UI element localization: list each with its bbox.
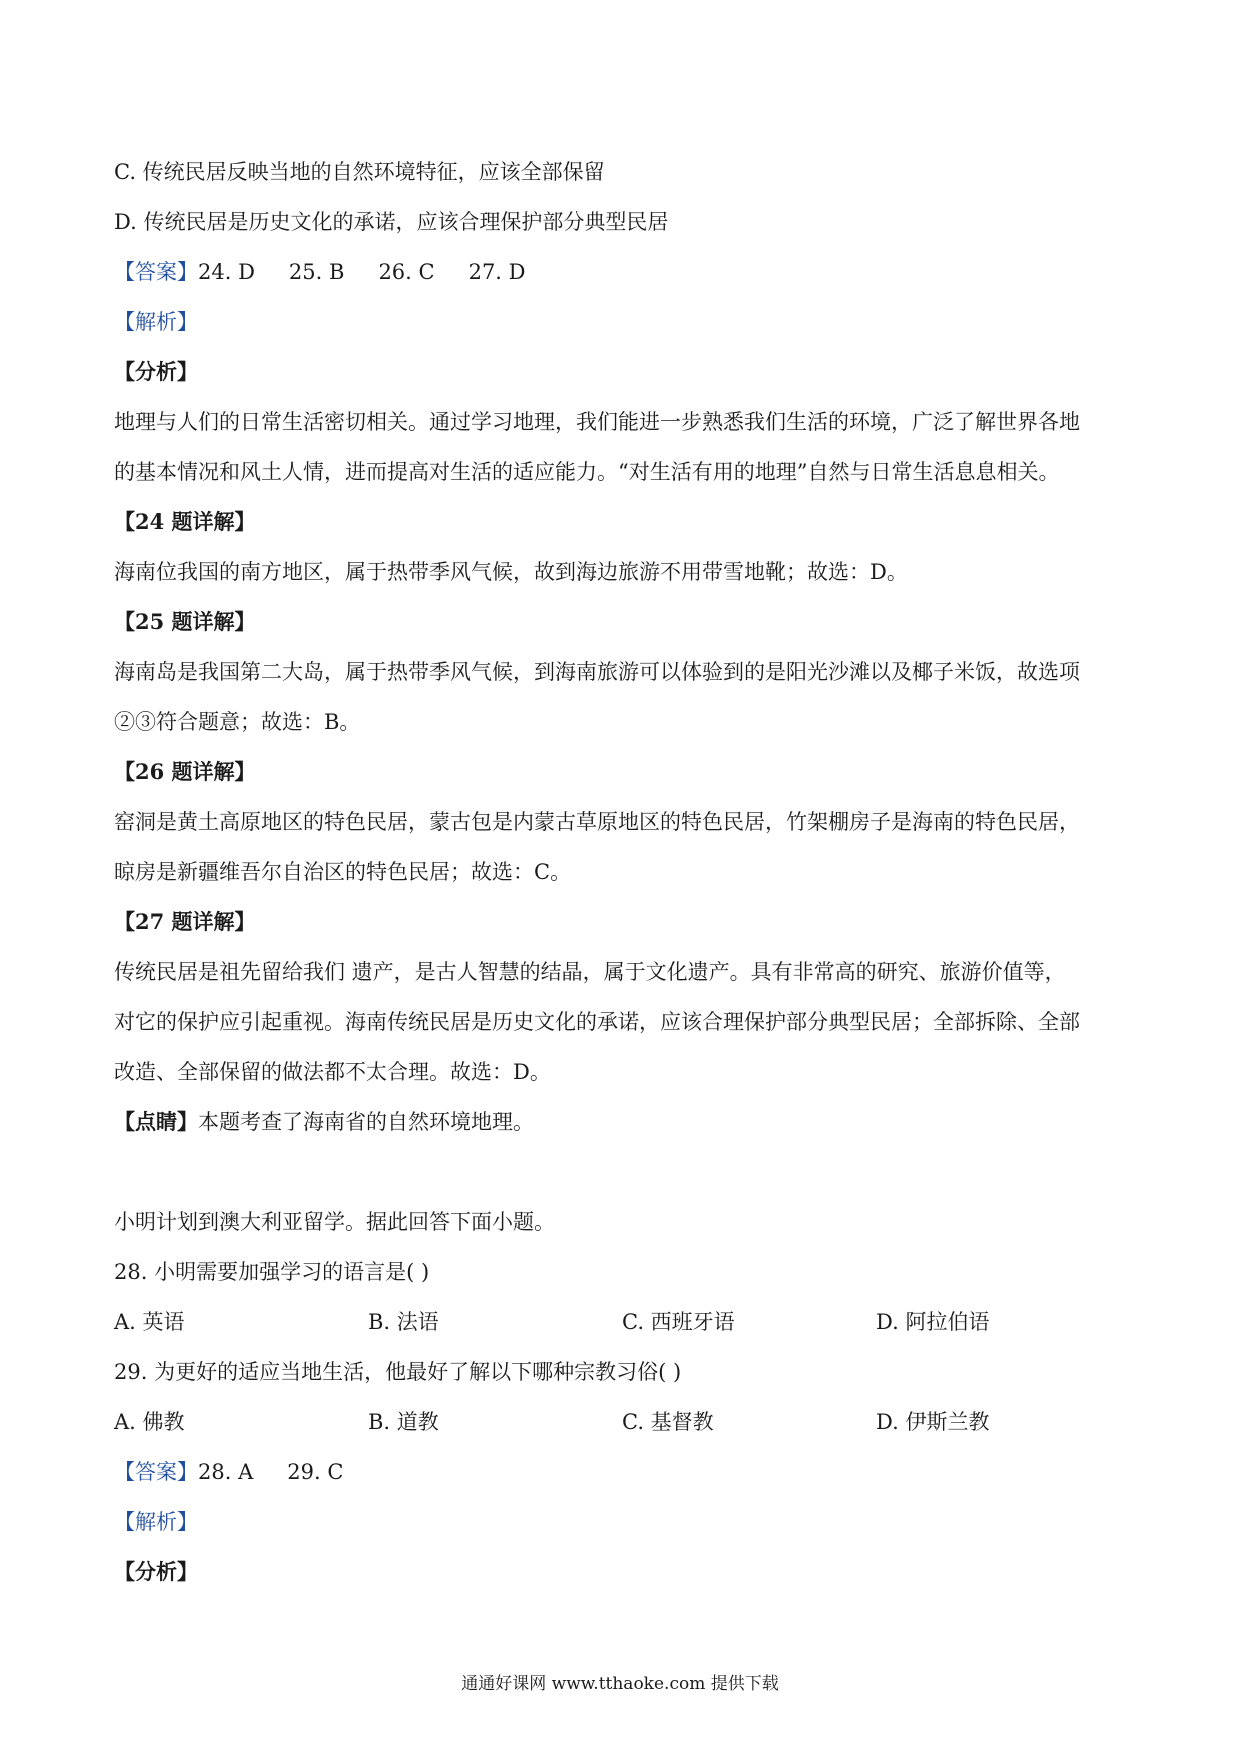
dianjing-label: 【点睛】 [114,1109,198,1134]
q29-option-b: B. 道教 [368,1410,439,1434]
question-29: 29. 为更好的适应当地生活，他最好了解以下哪种宗教习俗( ) [114,1360,682,1384]
answer-26: 26. C [378,260,435,284]
dianjing-text: 本题考查了海南省的自然环境地理。 [198,1110,534,1134]
option-d: D. 传统民居是历史文化的承诺，应该合理保护部分典型民居 [114,210,669,234]
q25-label: 【25 题详解】 [114,609,256,634]
q28-option-c: C. 西班牙语 [622,1310,735,1334]
option-c: C. 传统民居反映当地的自然环境特征，应该全部保留 [114,160,605,184]
q25-line-2: ②③符合题意；故选：B。 [114,710,361,734]
answer-27: 27. D [468,260,526,284]
page-footer: 通通好课网 www.tthaoke.com 提供下载 [461,1674,779,1694]
q29-option-c: C. 基督教 [622,1410,714,1434]
q29-option-d: D. 伊斯兰教 [876,1410,990,1434]
q28-option-b: B. 法语 [368,1310,439,1334]
q24-text: 海南位我国的南方地区，属于热带季风气候，故到海边旅游不用带雪地靴；故选：D。 [114,560,908,584]
answer-label-2: 【答案】 [114,1460,198,1484]
q28-option-a: A. 英语 [114,1310,185,1334]
fenxi-label: 【分析】 [114,359,198,384]
q29-option-a: A. 佛教 [114,1410,185,1434]
fenxi-line-2: 的基本情况和风土人情，进而提高对生活的适应能力。“对生活有用的地理”自然与日常生活息息相关。 [114,460,1060,484]
question-28: 28. 小明需要加强学习的语言是( ) [114,1260,430,1284]
answer-28: 28. A [198,1460,254,1484]
answer-line [114,257,1134,287]
fenxi-label-2: 【分析】 [114,1559,198,1584]
q25-line-1: 海南岛是我国第二大岛，属于热带季风气候，到海南旅游可以体验到的是阳光沙滩以及椰子米饭，故选项 [114,660,1080,684]
q27-label: 【27 题详解】 [114,909,256,934]
answer-label: 【答案】 [114,260,198,284]
q26-line-2: 晾房是新疆维吾尔自治区的特色民居；故选：C。 [114,860,572,884]
q28-option-d: D. 阿拉伯语 [876,1310,990,1334]
q27-line-1: 传统民居是祖先留给我们 遗产，是古人智慧的结晶，属于文化遗产。具有非常高的研究、旅游价值等， [114,960,1066,984]
fenxi-line-1: 地理与人们的日常生活密切相关。通过学习地理，我们能进一步熟悉我们生活的环境，广泛了解世界各地 [114,410,1080,434]
analysis-label: 【解析】 [114,310,198,334]
dianjing-line [114,1107,1134,1137]
answer-line-2 [114,1457,1134,1487]
analysis-label-2: 【解析】 [114,1510,198,1534]
q28-options [114,1307,1134,1337]
q24-label: 【24 题详解】 [114,509,256,534]
answer-25: 25. B [288,260,345,284]
q29-options [114,1407,1134,1437]
q27-line-2: 对它的保护应引起重视。海南传统民居是历史文化的承诺，应该合理保护部分典型民居；全部拆除、全部 [114,1010,1080,1034]
intro-text: 小明计划到澳大利亚留学。据此回答下面小题。 [114,1210,555,1234]
answer-24: 24. D [198,260,255,284]
q26-label: 【26 题详解】 [114,759,256,784]
answer-29: 29. C [287,1460,344,1484]
q27-line-3: 改造、全部保留的做法都不太合理。故选：D。 [114,1060,551,1084]
q26-line-1: 窑洞是黄土高原地区的特色民居，蒙古包是内蒙古草原地区的特色民居，竹架棚房子是海南的特色民居， [114,810,1080,834]
